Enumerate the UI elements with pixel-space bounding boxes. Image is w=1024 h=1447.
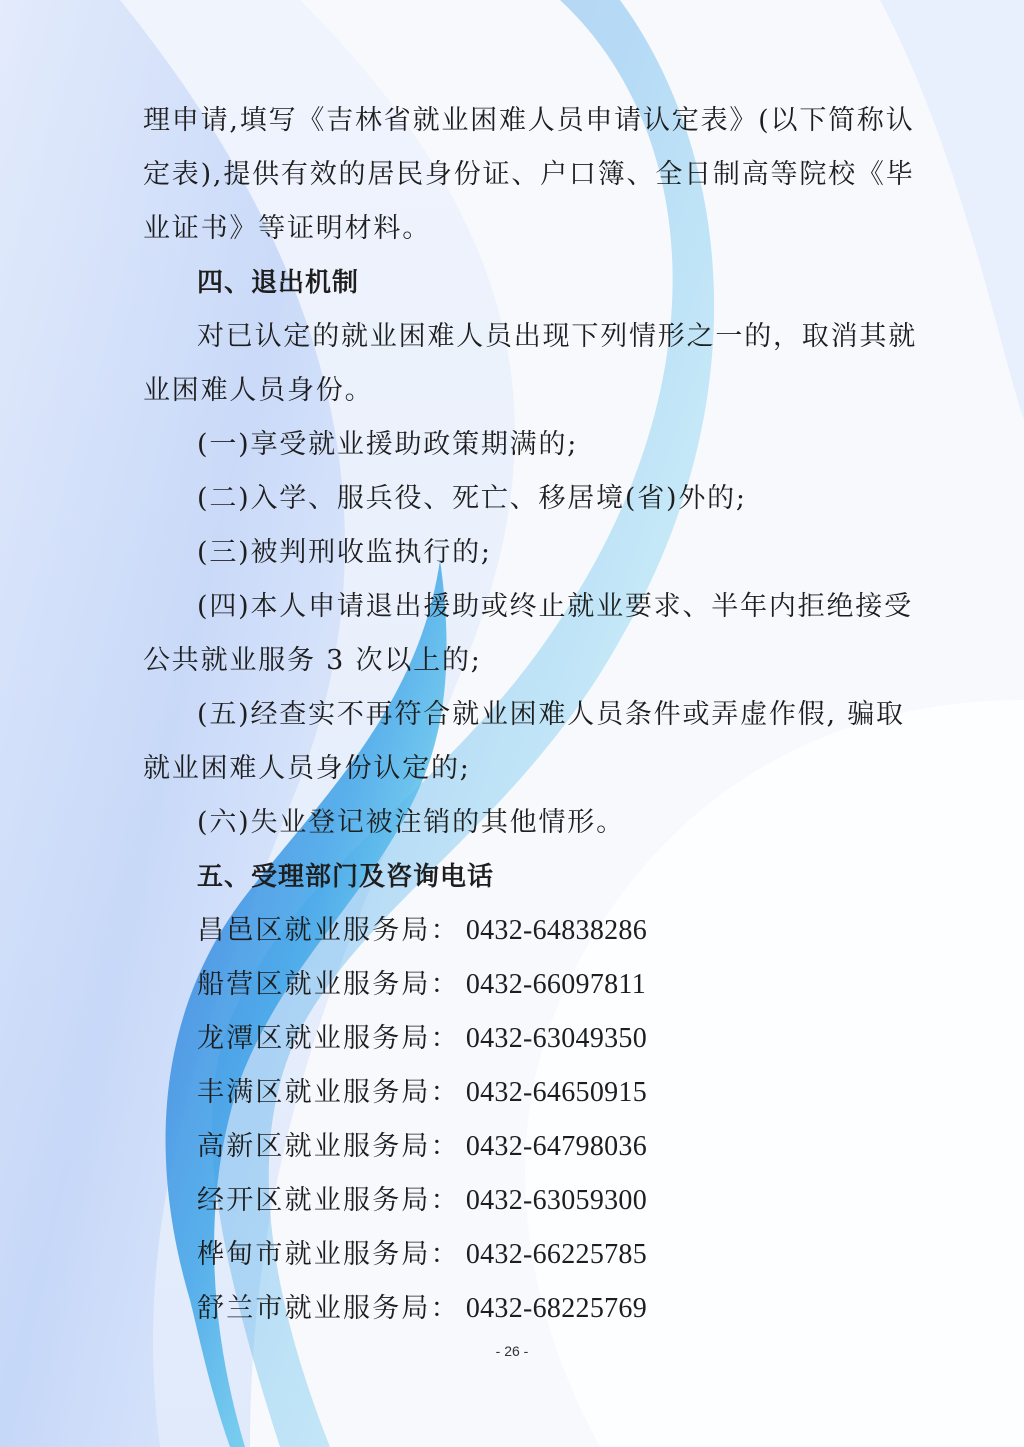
contact-row bbox=[197, 1291, 647, 1327]
contact-department: 舒兰市就业服务局： bbox=[197, 1293, 460, 1324]
contact-phone: 0432-63059300 bbox=[465, 1185, 648, 1216]
contact-row bbox=[197, 967, 646, 1003]
section-heading-exit-mechanism: 四、退出机制 bbox=[197, 268, 360, 298]
contact-phone: 0432-64838286 bbox=[465, 915, 648, 946]
exit-item-2: (二)入学、服兵役、死亡、移居境(省)外的; bbox=[197, 483, 747, 514]
contact-department: 龙潭区就业服务局： bbox=[197, 1023, 460, 1054]
exit-item-3: (三)被判刑收监执行的; bbox=[197, 537, 492, 568]
contact-phone: 0432-63049350 bbox=[465, 1023, 648, 1054]
exit-item-4-line-2: 公共就业服务 3 次以上的; bbox=[143, 645, 482, 676]
contact-row bbox=[197, 1075, 647, 1111]
exit-item-5-line-1: (五)经查实不再符合就业困难人员条件或弄虚作假, 骗取 bbox=[197, 699, 905, 730]
contact-row bbox=[197, 1129, 647, 1165]
exit-item-6: (六)失业登记被注销的其他情形。 bbox=[197, 807, 625, 838]
exit-item-5-line-2: 就业困难人员身份认定的; bbox=[143, 753, 471, 784]
contact-department: 丰满区就业服务局： bbox=[197, 1077, 460, 1108]
paragraph-intro-line-2: 定表),提供有效的居民身份证、户口簿、全日制高等院校《毕 bbox=[143, 159, 915, 190]
exit-item-4-line-1: (四)本人申请退出援助或终止就业要求、半年内拒绝接受 bbox=[197, 591, 913, 622]
section-heading-contacts: 五、受理部门及咨询电话 bbox=[197, 862, 495, 892]
contact-row bbox=[197, 1237, 647, 1273]
page-number: - 26 - bbox=[495, 1343, 529, 1359]
exit-intro-line-1: 对已认定的就业困难人员出现下列情形之一的，取消其就 bbox=[197, 321, 917, 352]
paragraph-intro-line-3: 业证书》等证明材料。 bbox=[143, 213, 431, 244]
paragraph-intro-line-1: 理申请,填写《吉林省就业困难人员申请认定表》(以下简称认 bbox=[143, 105, 915, 136]
contact-department: 高新区就业服务局： bbox=[197, 1131, 460, 1162]
contact-row bbox=[197, 1183, 647, 1219]
exit-item-1: (一)享受就业援助政策期满的; bbox=[197, 429, 579, 460]
contact-phone: 0432-64650915 bbox=[465, 1077, 648, 1108]
contact-phone: 0432-66225785 bbox=[465, 1239, 648, 1270]
contact-row bbox=[197, 913, 647, 949]
contact-department: 昌邑区就业服务局： bbox=[197, 915, 460, 946]
exit-intro-line-2: 业困难人员身份。 bbox=[143, 375, 374, 406]
contact-department: 经开区就业服务局： bbox=[197, 1185, 460, 1216]
contact-row bbox=[197, 1021, 647, 1057]
contact-department: 桦甸市就业服务局： bbox=[197, 1239, 460, 1270]
contact-phone: 0432-66097811 bbox=[465, 969, 646, 1000]
contact-phone: 0432-64798036 bbox=[465, 1131, 648, 1162]
contact-phone: 0432-68225769 bbox=[465, 1293, 648, 1324]
contact-department: 船营区就业服务局： bbox=[197, 969, 460, 1000]
